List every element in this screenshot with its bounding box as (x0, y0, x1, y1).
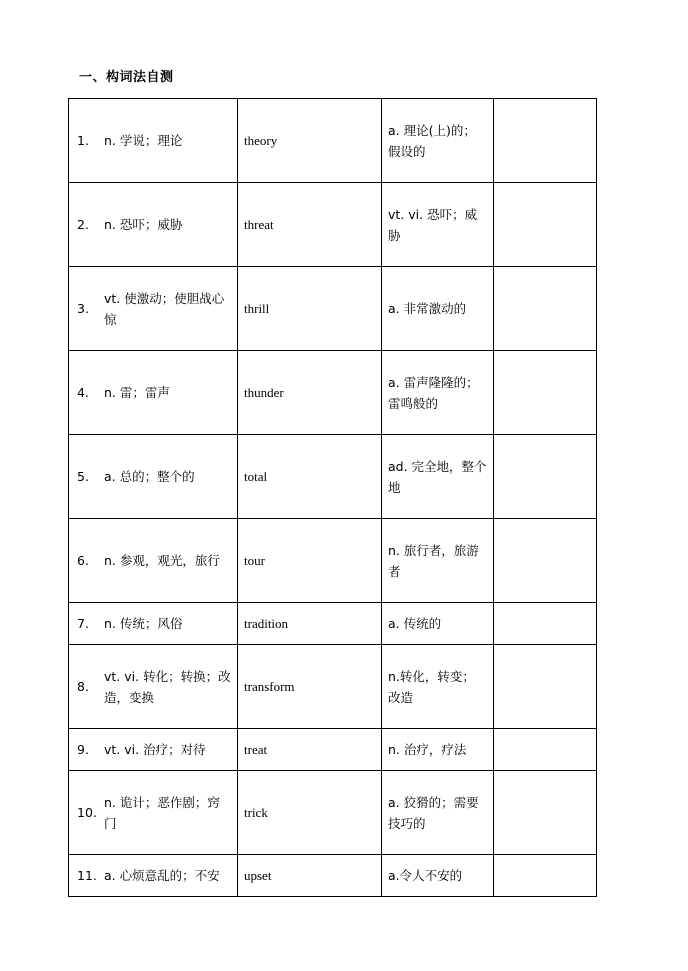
table-row (69, 645, 597, 729)
definition-text: n. 恐吓；威胁 (104, 217, 183, 232)
word-cell (238, 771, 382, 855)
word-cell (238, 645, 382, 729)
derivative-cell (382, 435, 494, 519)
derivative-text: a.令人不安的 (388, 868, 463, 883)
derivative-cell (382, 99, 494, 183)
definition-text: n. 雷；雷声 (104, 385, 170, 400)
derivative-text: n. 旅行者，旅游者 (388, 542, 479, 579)
section-heading: 一、构词法自测 (79, 70, 174, 85)
derivative-text: n. 治疗，疗法 (388, 742, 467, 757)
word-cell (238, 267, 382, 351)
answer-cell[interactable] (494, 771, 597, 855)
derivative-cell (382, 603, 494, 645)
table-row (69, 855, 597, 897)
word-cell (238, 183, 382, 267)
definition-cell (69, 729, 238, 771)
word-cell (238, 435, 382, 519)
definition-cell (69, 183, 238, 267)
answer-cell[interactable] (494, 645, 597, 729)
word-text: threat (244, 217, 274, 232)
word-text: thrill (244, 301, 270, 316)
word-text: total (244, 469, 268, 484)
definition-text: a. 心烦意乱的；不安 (104, 868, 220, 883)
derivative-cell (382, 771, 494, 855)
definition-cell (69, 99, 238, 183)
derivative-text: a. 狡猾的；需要技巧的 (388, 794, 479, 831)
row-number: 9. (77, 742, 89, 757)
derivative-text: a. 非常激动的 (388, 301, 467, 316)
answer-cell[interactable] (494, 435, 597, 519)
word-cell (238, 99, 382, 183)
derivative-cell (382, 351, 494, 435)
answer-cell[interactable] (494, 855, 597, 897)
word-cell (238, 855, 382, 897)
word-cell (238, 519, 382, 603)
derivative-cell (382, 645, 494, 729)
row-number: 5. (77, 469, 89, 484)
answer-cell[interactable] (494, 183, 597, 267)
word-text: upset (244, 868, 272, 883)
definition-cell (69, 435, 238, 519)
definition-cell (69, 351, 238, 435)
derivative-cell (382, 519, 494, 603)
definition-text: n. 诡计；恶作剧；窍门 (104, 794, 220, 831)
word-text: treat (244, 742, 268, 757)
word-text: thunder (244, 385, 284, 400)
definition-text: n. 传统；风俗 (104, 616, 183, 631)
derivative-text: vt. vi. 恐吓；威胁 (388, 206, 478, 243)
word-cell (238, 603, 382, 645)
row-number: 7. (77, 616, 89, 631)
table-row (69, 183, 597, 267)
derivative-text: a. 传统的 (388, 616, 442, 631)
table-row (69, 771, 597, 855)
derivative-cell (382, 855, 494, 897)
definition-text: n. 学说；理论 (104, 133, 183, 148)
definition-cell (69, 267, 238, 351)
derivative-cell (382, 183, 494, 267)
word-text: tour (244, 553, 265, 568)
answer-cell[interactable] (494, 267, 597, 351)
word-text: tradition (244, 616, 289, 631)
table-row (69, 603, 597, 645)
answer-cell[interactable] (494, 603, 597, 645)
definition-cell (69, 519, 238, 603)
definition-text: vt. 使激动；使胆战心惊 (104, 290, 225, 327)
row-number: 2. (77, 217, 89, 232)
table-row (69, 519, 597, 603)
row-number: 4. (77, 385, 89, 400)
derivative-cell (382, 729, 494, 771)
definition-cell (69, 771, 238, 855)
vocabulary-table (68, 98, 597, 897)
word-text: theory (244, 133, 278, 148)
derivative-text: a. 理论(上)的；假设的 (388, 122, 476, 159)
derivative-cell (382, 267, 494, 351)
derivative-text: n.转化，转变；改造 (388, 668, 475, 705)
row-number: 3. (77, 301, 89, 316)
word-text: transform (244, 679, 295, 694)
definition-text: n. 参观，观光，旅行 (104, 553, 220, 568)
definition-text: vt. vi. 转化；转换；改造，变换 (104, 668, 231, 705)
word-cell (238, 351, 382, 435)
answer-cell[interactable] (494, 351, 597, 435)
row-number: 6. (77, 553, 89, 568)
row-number: 8. (77, 679, 89, 694)
word-cell (238, 729, 382, 771)
word-text: trick (244, 805, 268, 820)
table-row (69, 99, 597, 183)
derivative-text: a. 雷声隆隆的；雷鸣般的 (388, 374, 479, 411)
table-row (69, 435, 597, 519)
answer-cell[interactable] (494, 729, 597, 771)
row-number: 11. (77, 868, 97, 883)
table-row (69, 267, 597, 351)
definition-text: vt. vi. 治疗；对待 (104, 742, 206, 757)
row-number: 10. (77, 805, 97, 820)
answer-cell[interactable] (494, 519, 597, 603)
definition-cell (69, 603, 238, 645)
answer-cell[interactable] (494, 99, 597, 183)
definition-cell (69, 855, 238, 897)
table-row (69, 351, 597, 435)
definition-text: a. 总的；整个的 (104, 469, 195, 484)
table-row (69, 729, 597, 771)
row-number: 1. (77, 133, 89, 148)
derivative-text: ad. 完全地，整个地 (388, 458, 487, 495)
definition-cell (69, 645, 238, 729)
